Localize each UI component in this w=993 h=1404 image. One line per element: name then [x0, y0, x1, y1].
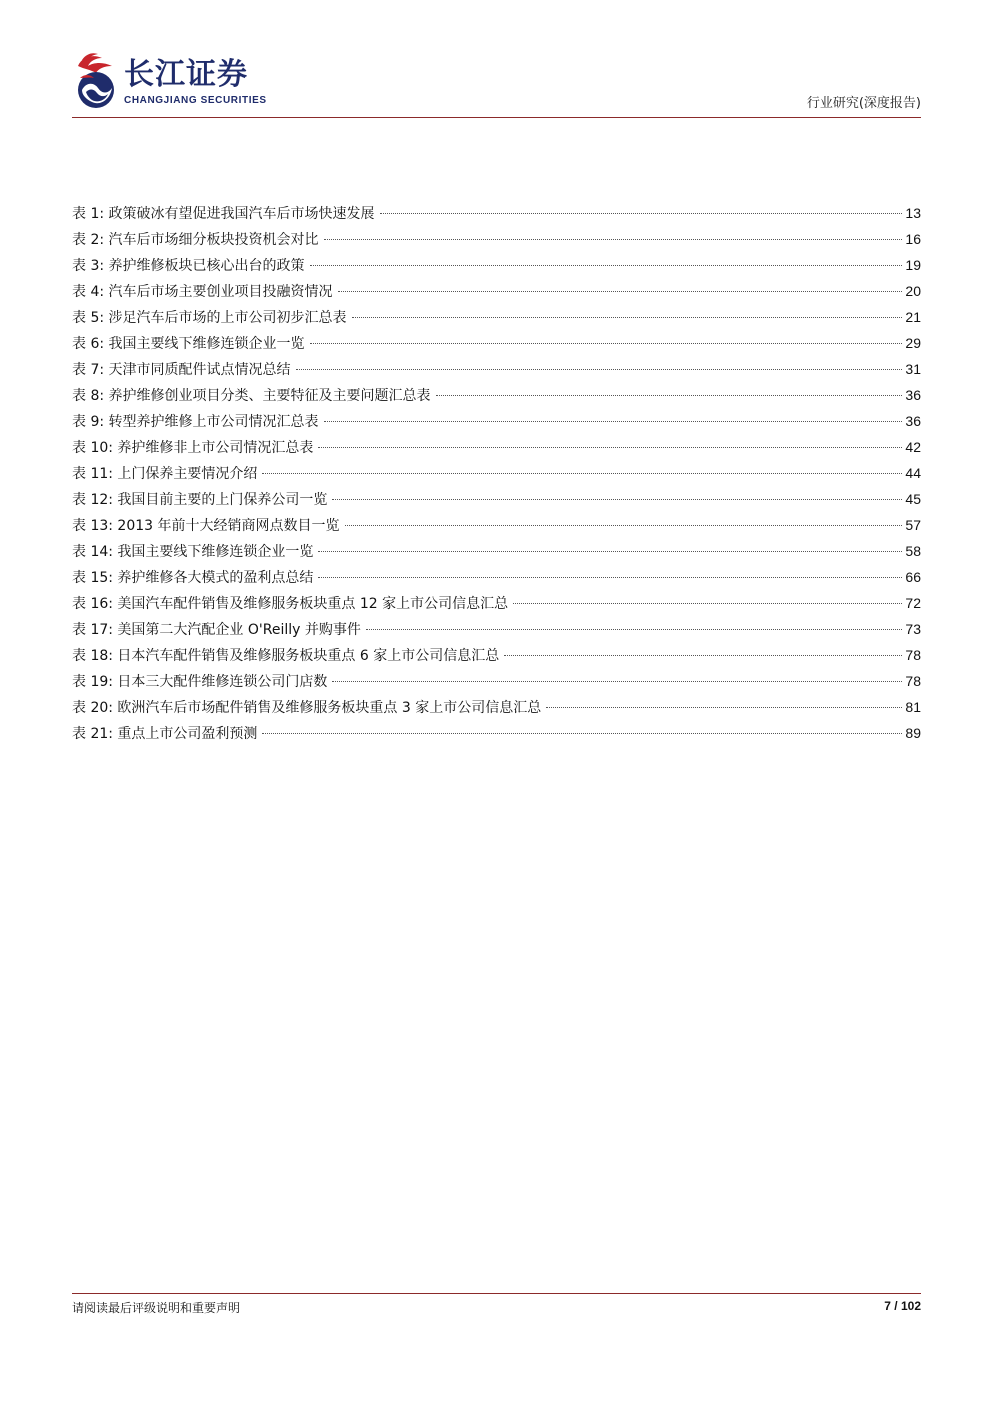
toc-entry[interactable] [72, 228, 921, 254]
toc-entry[interactable] [72, 462, 921, 488]
footer-divider [72, 1293, 921, 1294]
toc-dot-leader [262, 473, 902, 474]
toc-entry-label: 表 14: 我国主要线下维修连锁企业一览 [72, 544, 314, 560]
toc-entry-label: 表 19: 日本三大配件维修连锁公司门店数 [72, 674, 328, 690]
toc-entry-label: 表 17: 美国第二大汽配企业 O'Reilly 并购事件 [72, 622, 361, 638]
toc-dot-leader [380, 213, 903, 214]
document-type: 行业研究(深度报告) [806, 96, 921, 111]
toc-dot-leader [318, 447, 902, 448]
toc-entry-label: 表 12: 我国目前主要的上门保养公司一览 [72, 492, 328, 508]
toc-entry-label: 表 16: 美国汽车配件销售及维修服务板块重点 12 家上市公司信息汇总 [72, 596, 509, 612]
toc-dot-leader [310, 265, 903, 266]
toc-dot-leader [332, 681, 902, 682]
toc-entry[interactable] [72, 202, 921, 228]
toc-entry-page: 29 [905, 335, 921, 351]
header-divider [72, 117, 921, 118]
toc-entry-label: 表 15: 养护维修各大模式的盈利点总结 [72, 570, 314, 586]
toc-entry-label: 表 20: 欧洲汽车后市场配件销售及维修服务板块重点 3 家上市公司信息汇总 [72, 700, 542, 716]
toc-entry-page: 78 [905, 647, 921, 663]
toc-entry[interactable] [72, 540, 921, 566]
page-header [72, 52, 921, 116]
toc-entry-label: 表 2: 汽车后市场细分板块投资机会对比 [72, 232, 319, 248]
toc-entry-page: 81 [905, 699, 921, 715]
toc-entry-label: 表 13: 2013 年前十大经销商网点数目一览 [72, 518, 340, 534]
toc-entry[interactable] [72, 410, 921, 436]
toc-dot-leader [366, 629, 903, 630]
toc-entry-label: 表 11: 上门保养主要情况介绍 [72, 466, 258, 482]
toc-entry-label: 表 10: 养护维修非上市公司情况汇总表 [72, 440, 314, 456]
toc-entry-label: 表 8: 养护维修创业项目分类、主要特征及主要问题汇总表 [72, 388, 431, 404]
toc-entry-page: 72 [905, 595, 921, 611]
toc-entry[interactable] [72, 358, 921, 384]
toc-dot-leader [324, 421, 903, 422]
toc-dot-leader [262, 733, 902, 734]
toc-dot-leader [324, 239, 903, 240]
toc-entry[interactable] [72, 488, 921, 514]
toc-entry[interactable] [72, 566, 921, 592]
toc-entry-page: 57 [905, 517, 921, 533]
toc-dot-leader [338, 291, 903, 292]
toc-entry-label: 表 6: 我国主要线下维修连锁企业一览 [72, 336, 305, 352]
toc-entry[interactable] [72, 332, 921, 358]
toc-entry-page: 16 [905, 231, 921, 247]
toc-entry[interactable] [72, 306, 921, 332]
toc-entry-label: 表 9: 转型养护维修上市公司情况汇总表 [72, 414, 319, 430]
toc-entry-page: 44 [905, 465, 921, 481]
company-logo [72, 52, 302, 112]
toc-dot-leader [436, 395, 903, 396]
toc-entry-label: 表 3: 养护维修板块已核心出台的政策 [72, 258, 305, 274]
toc-entry-page: 21 [905, 309, 921, 325]
toc-entry-label: 表 18: 日本汽车配件销售及维修服务板块重点 6 家上市公司信息汇总 [72, 648, 500, 664]
toc-entry-page: 42 [905, 439, 921, 455]
toc-dot-leader [318, 551, 902, 552]
logo-english-name: CHANGJIANG SECURITIES [124, 95, 267, 106]
toc-entry-page: 20 [905, 283, 921, 299]
toc-entry-page: 66 [905, 569, 921, 585]
toc-entry-label: 表 5: 涉足汽车后市场的上市公司初步汇总表 [72, 310, 347, 326]
toc-entry-page: 45 [905, 491, 921, 507]
toc-dot-leader [504, 655, 902, 656]
toc-dot-leader [318, 577, 902, 578]
toc-entry-page: 58 [905, 543, 921, 559]
table-of-contents [72, 202, 921, 748]
toc-entry-page: 13 [905, 205, 921, 221]
toc-entry[interactable] [72, 254, 921, 280]
toc-entry-label: 表 21: 重点上市公司盈利预测 [72, 726, 258, 742]
toc-entry-page: 19 [905, 257, 921, 273]
toc-entry[interactable] [72, 384, 921, 410]
toc-entry-label: 表 1: 政策破冰有望促进我国汽车后市场快速发展 [72, 206, 375, 222]
toc-entry-page: 78 [905, 673, 921, 689]
page-number: 7 / 102 [884, 1299, 921, 1313]
toc-dot-leader [345, 525, 903, 526]
toc-entry-page: 36 [905, 413, 921, 429]
toc-dot-leader [513, 603, 902, 604]
toc-entry[interactable] [72, 436, 921, 462]
toc-dot-leader [546, 707, 902, 708]
logo-chinese-name: 长江证券 [124, 57, 248, 92]
toc-dot-leader [352, 317, 903, 318]
toc-entry-page: 31 [905, 361, 921, 377]
toc-entry-page: 36 [905, 387, 921, 403]
disclaimer-note: 请阅读最后评级说明和重要声明 [72, 1301, 241, 1315]
toc-dot-leader [332, 499, 902, 500]
logo-emblem-icon [72, 52, 120, 112]
toc-entry[interactable] [72, 514, 921, 540]
toc-entry-page: 73 [905, 621, 921, 637]
toc-dot-leader [296, 369, 903, 370]
toc-entry[interactable] [72, 592, 921, 618]
toc-dot-leader [310, 343, 903, 344]
toc-entry[interactable] [72, 722, 921, 748]
toc-entry[interactable] [72, 618, 921, 644]
toc-entry-label: 表 7: 天津市同质配件试点情况总结 [72, 362, 291, 378]
toc-entry-label: 表 4: 汽车后市场主要创业项目投融资情况 [72, 284, 333, 300]
toc-entry[interactable] [72, 696, 921, 722]
toc-entry-page: 89 [905, 725, 921, 741]
toc-entry[interactable] [72, 670, 921, 696]
toc-entry[interactable] [72, 280, 921, 306]
toc-entry[interactable] [72, 644, 921, 670]
